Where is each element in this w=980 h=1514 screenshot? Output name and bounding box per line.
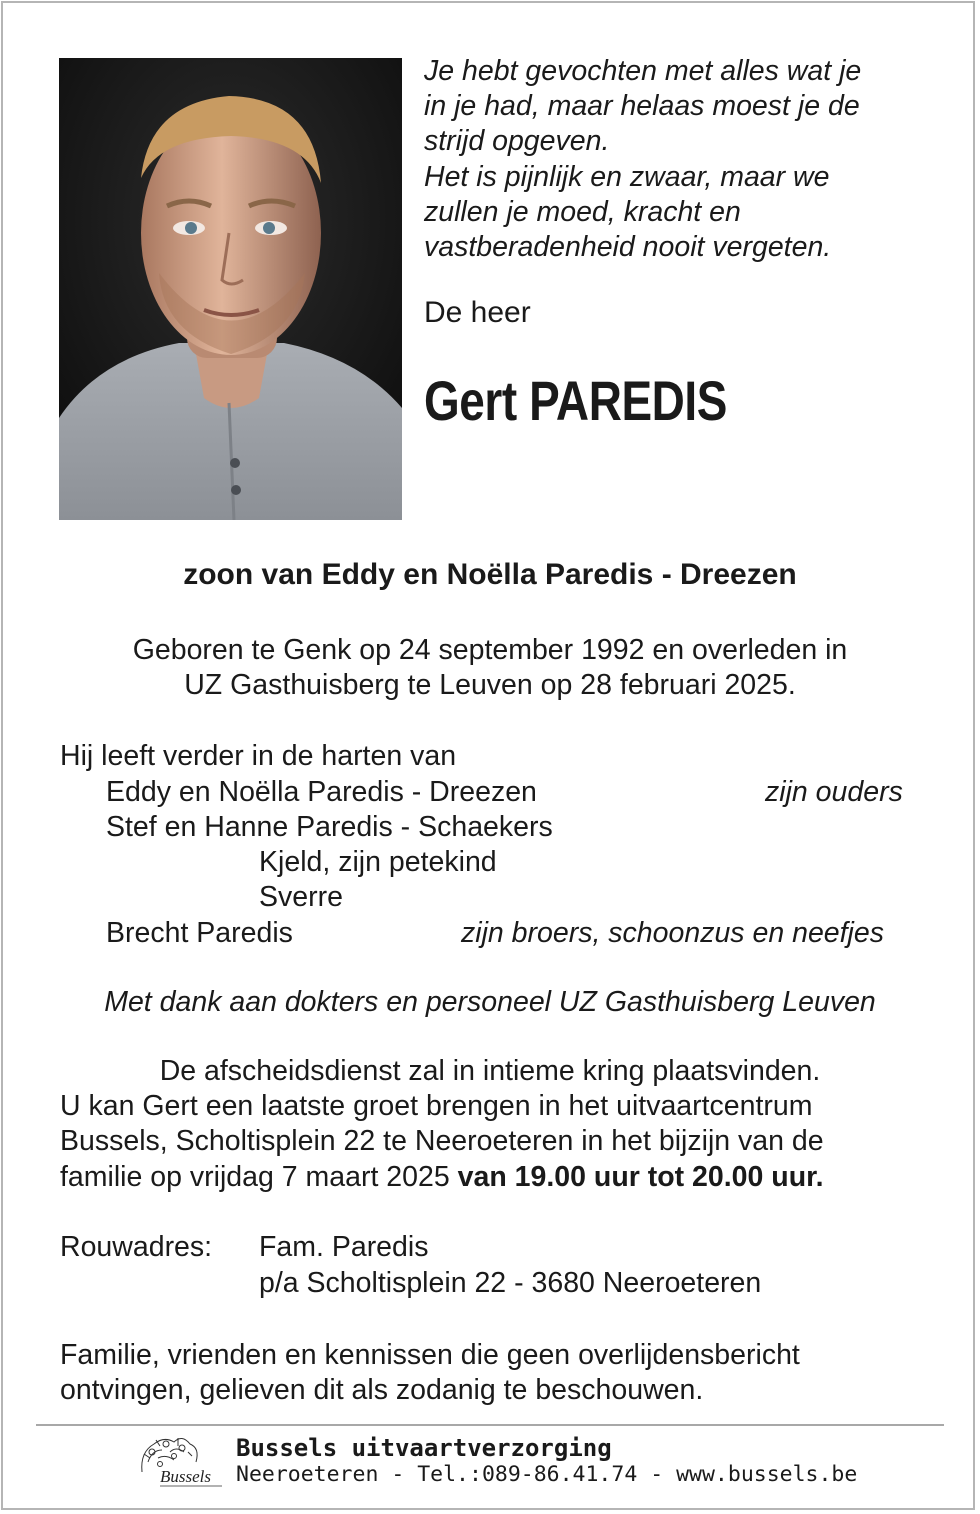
family-child1: Kjeld, zijn petekind [259, 846, 497, 878]
footer-divider [36, 1424, 944, 1426]
portrait-photo [59, 58, 402, 520]
company-name: Bussels uitvaartverzorging [236, 1434, 612, 1462]
address-line1: Fam. Paredis [259, 1231, 429, 1263]
poem-line: in je had, maar helaas moest je de [424, 90, 860, 123]
address-line2: p/a Scholtisplein 22 - 3680 Neeroeteren [259, 1267, 762, 1299]
bussels-logo [130, 1432, 226, 1490]
born-line: Geboren te Genk op 24 september 1992 en overleden in [132, 634, 848, 666]
notice [60, 1338, 800, 1408]
birth-death-info [0, 633, 980, 703]
family-brother1: Stef en Hanne Paredis - Schaekers [106, 811, 553, 843]
poem-line: Je hebt gevochten met alles wat je [424, 55, 862, 87]
notice-line: Familie, vrienden en kennissen die geen overlijdensbericht [60, 1339, 800, 1371]
service-line: Bussels, Scholtisplein 22 te Neeroeteren in het bijzijn van de [60, 1125, 824, 1158]
family-intro: Hij leeft verder in de harten van [60, 740, 457, 772]
poem-line: vastberadenheid nooit vergeten. [424, 231, 832, 264]
service-line: U kan Gert een laatste groet brengen in het uitvaartcentrum [60, 1090, 813, 1123]
logo-wordmark: Bussels [160, 1467, 211, 1486]
memorial-poem [424, 54, 944, 265]
poem-line: strijd opgeven. [424, 125, 610, 158]
deceased-name: Gert PAREDIS [424, 369, 727, 432]
service-line [60, 1160, 920, 1195]
family-brothers-role: zijn broers, schoonzus en neefjes [461, 917, 884, 949]
thanks-note: Met dank aan dokters en personeel UZ Gasthuisberg Leuven [104, 986, 876, 1018]
service-date: familie op vrijdag 7 maart 2025 [60, 1160, 450, 1193]
service-info [60, 1054, 920, 1195]
company-contact: Neeroeteren - Tel.:089-86.41.74 - www.bussels.be [236, 1462, 858, 1487]
son-of: zoon van Eddy en Noëlla Paredis - Dreezen [183, 558, 797, 591]
service-time: van 19.00 uur tot 20.00 uur. [457, 1160, 824, 1193]
family-parents: Eddy en Noëlla Paredis - Dreezen [106, 776, 537, 808]
poem-line: zullen je moed, kracht en [424, 195, 741, 228]
family-parents-role: zijn ouders [765, 776, 903, 808]
salutation: De heer [424, 296, 531, 329]
service-line: De afscheidsdienst zal in intieme kring plaatsvinden. [159, 1055, 821, 1087]
family-brother2: Brecht Paredis [106, 917, 293, 949]
poem-line: Het is pijnlijk en zwaar, maar we [424, 160, 830, 193]
address-label: Rouwadres: [60, 1231, 213, 1263]
born-line: UZ Gasthuisberg te Leuven op 28 februari 2025. [184, 669, 796, 701]
notice-line: ontvingen, gelieven dit als zodanig te beschouwen. [60, 1374, 704, 1406]
family-child2: Sverre [259, 881, 343, 913]
